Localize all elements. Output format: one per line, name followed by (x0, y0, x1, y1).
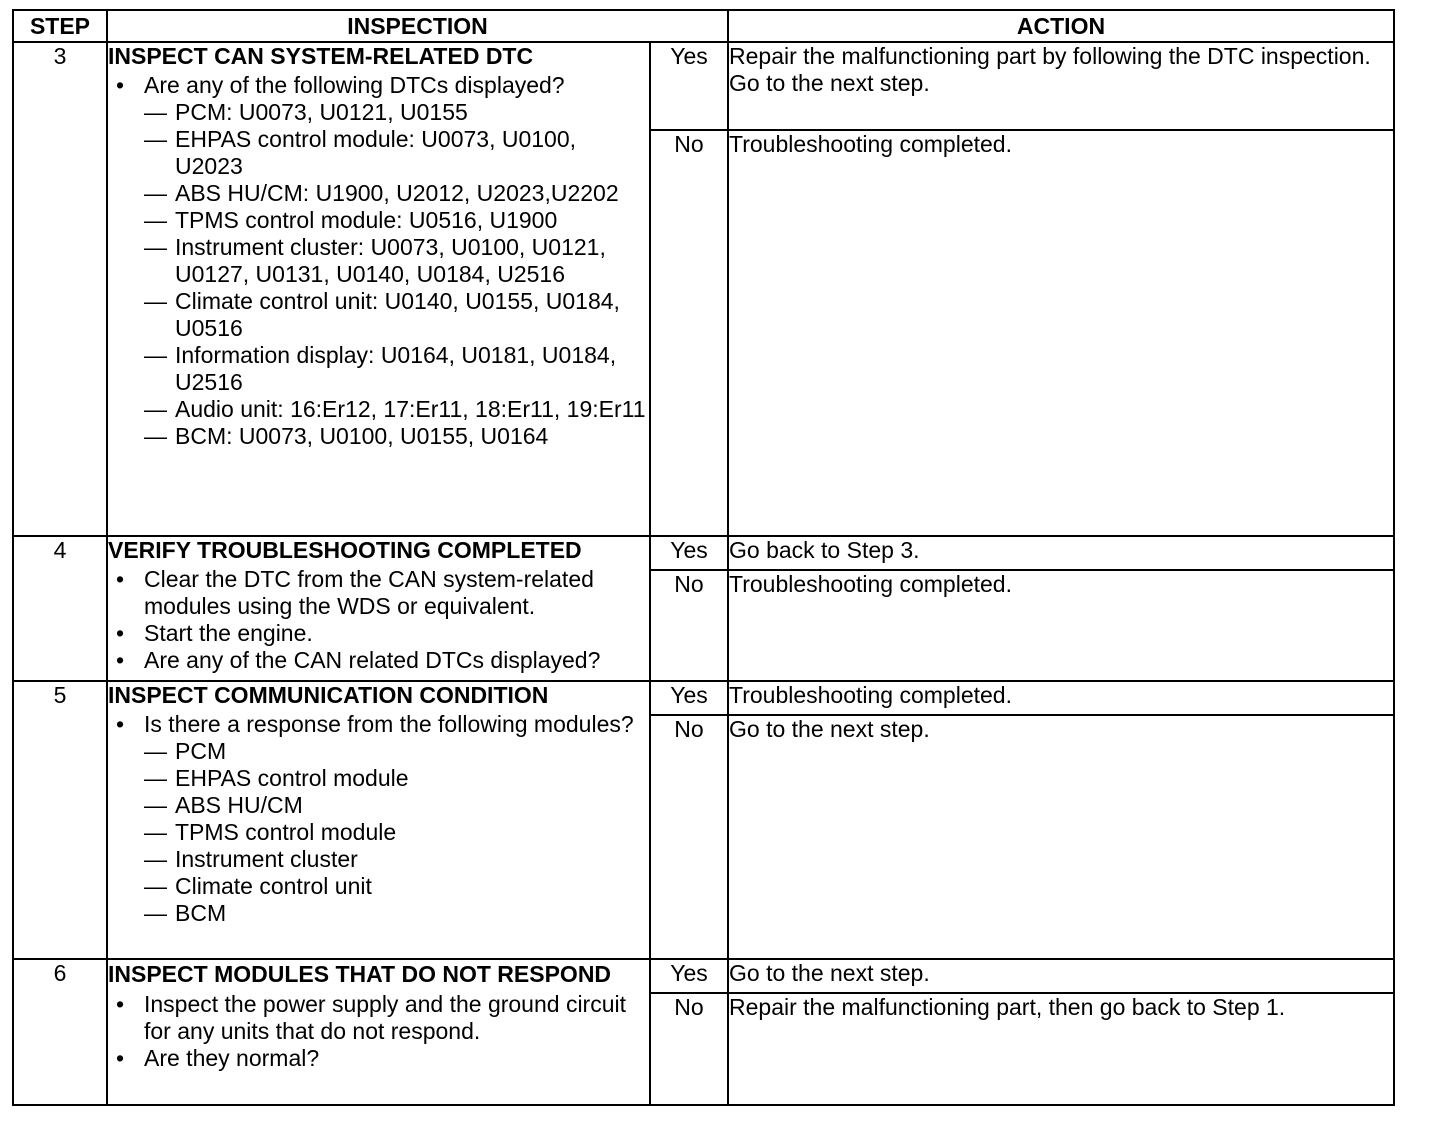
no-action (728, 993, 1394, 1105)
dash-item: — TPMS control module: U0516, U1900 (144, 207, 649, 234)
step-number: 6 (13, 959, 107, 1105)
action-line: Troubleshooting completed. (729, 571, 1012, 597)
dash-item: — Climate control unit: U0140, U0155, U0184, U0516 (144, 288, 649, 342)
dash-item: — Information display: U0164, U0181, U0184, U2516 (144, 342, 649, 396)
action-line: Go to the next step. (729, 70, 930, 96)
inspection-cell (107, 959, 650, 1105)
bullet-list (108, 991, 649, 1072)
action-line: Repair the malfunctioning part, then go back to Step 1. (729, 994, 1286, 1020)
bullet-item: • Inspect the power supply and the ground circuit for any units that do not respond. (108, 991, 649, 1045)
bullet-item: • Start the engine. (108, 620, 649, 647)
dash-item: — ABS HU/CM (144, 792, 649, 819)
action-line: Go back to Step 3. (729, 537, 920, 563)
inspection-cell (107, 42, 650, 536)
dash-item: — EHPAS control module (144, 765, 649, 792)
inspection-title: VERIFY TROUBLESHOOTING COMPLETED (108, 537, 582, 563)
step-3-yes-row (13, 42, 1394, 130)
action-line: Go to the next step. (729, 960, 930, 986)
step-5-yes-row (13, 681, 1394, 715)
header-row (13, 10, 1394, 42)
inspection-title: INSPECT CAN SYSTEM-RELATED DTC (108, 43, 534, 69)
dash-item: — PCM (144, 738, 649, 765)
yes-label: Yes (650, 42, 728, 130)
step-number: 4 (13, 536, 107, 681)
inspection-title: INSPECT COMMUNICATION CONDITION (108, 682, 549, 708)
troubleshooting-table (12, 9, 1395, 1106)
no-label: No (650, 993, 728, 1105)
inspection-header: INSPECTION (107, 10, 728, 42)
action-header: ACTION (728, 10, 1394, 42)
bullet-text: Is there a response from the following modules? (144, 711, 634, 737)
dash-item: — BCM: U0073, U0100, U0155, U0164 (144, 423, 649, 450)
yes-label: Yes (650, 536, 728, 570)
no-action (728, 130, 1394, 536)
bullet-item (108, 72, 649, 450)
dash-item: — Instrument cluster: U0073, U0100, U0121, U0127, U0131, U0140, U0184, U2516 (144, 234, 649, 288)
dash-item: — PCM: U0073, U0121, U0155 (144, 99, 649, 126)
yes-action (728, 42, 1394, 130)
no-action (728, 715, 1394, 959)
no-action (728, 570, 1394, 681)
step-number: 5 (13, 681, 107, 959)
bullet-list (108, 566, 649, 674)
yes-label: Yes (650, 681, 728, 715)
dash-item: — Audio unit: 16:Er12, 17:Er11, 18:Er11, 19:Er11 (144, 396, 649, 423)
inspection-title: INSPECT MODULES THAT DO NOT RESPOND (108, 961, 612, 987)
dash-item: — EHPAS control module: U0073, U0100, U2023 (144, 126, 649, 180)
yes-action (728, 536, 1394, 570)
step-4-yes-row (13, 536, 1394, 570)
dash-item: — ABS HU/CM: U1900, U2012, U2023,U2202 (144, 180, 649, 207)
bullet-item: • Are they normal? (108, 1045, 649, 1072)
bullet-item (108, 711, 649, 927)
step-6-yes-row (13, 959, 1394, 993)
yes-label: Yes (650, 959, 728, 993)
action-line: Repair the malfunctioning part by following the DTC inspection. (729, 43, 1371, 69)
inspection-cell (107, 536, 650, 681)
step-number: 3 (13, 42, 107, 536)
action-line: Go to the next step. (729, 716, 930, 742)
yes-action (728, 959, 1394, 993)
dash-item: — Instrument cluster (144, 846, 649, 873)
bullet-list (108, 72, 649, 450)
bullet-list (108, 711, 649, 927)
no-label: No (650, 715, 728, 959)
step-header: STEP (13, 10, 107, 42)
no-label: No (650, 570, 728, 681)
bullet-item: • Clear the DTC from the CAN system-related modules using the WDS or equivalent. (108, 566, 649, 620)
inspection-cell (107, 681, 650, 959)
bullet-text: Are any of the following DTCs displayed? (144, 72, 565, 98)
action-line: Troubleshooting completed. (729, 682, 1012, 708)
bullet-item: • Are any of the CAN related DTCs displayed? (108, 647, 649, 674)
action-line: Troubleshooting completed. (729, 131, 1012, 157)
yes-action (728, 681, 1394, 715)
no-label: No (650, 130, 728, 536)
dash-list (144, 738, 649, 927)
dash-item: — BCM (144, 900, 649, 927)
dash-list (144, 99, 649, 450)
dash-item: — Climate control unit (144, 873, 649, 900)
dash-item: — TPMS control module (144, 819, 649, 846)
